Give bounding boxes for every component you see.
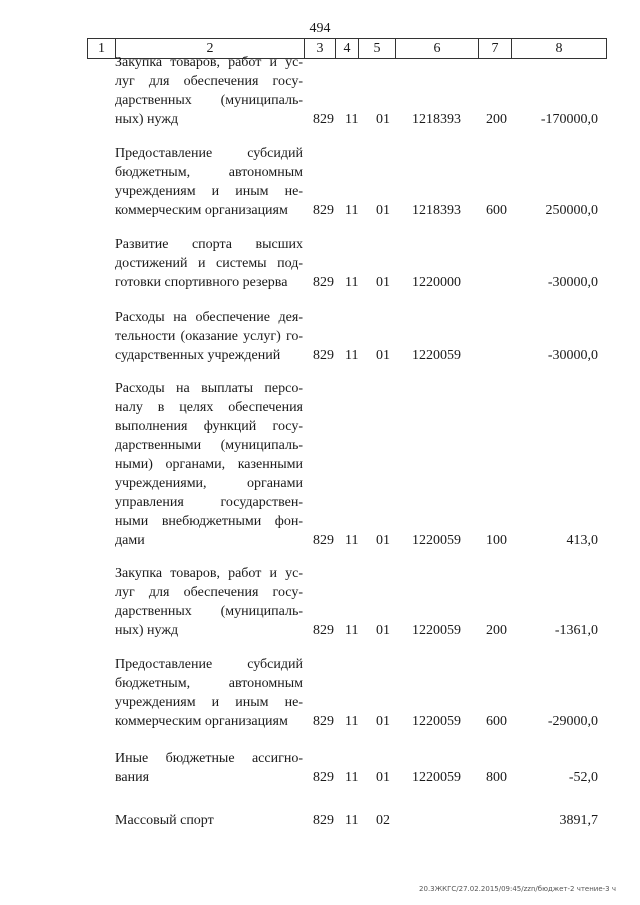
amount-cell: -30000,0 (547, 348, 598, 363)
expense-type-code-cell: 600 (486, 203, 507, 218)
section-code-cell: 11 (345, 348, 359, 363)
ministry-code-cell: 829 (313, 813, 334, 828)
column-header-1: 1 (88, 39, 116, 59)
table-row (0, 235, 640, 292)
subsection-code-cell: 01 (376, 714, 390, 729)
section-code-cell: 11 (345, 813, 359, 828)
ministry-code-cell: 829 (313, 203, 334, 218)
target-article-code-cell: 1220000 (412, 275, 461, 290)
section-code-cell: 11 (345, 533, 359, 548)
amount-cell: 413,0 (566, 533, 598, 548)
column-header-5: 5 (359, 39, 396, 59)
description-line: Предоставление субсидий (115, 146, 303, 161)
description-line: Иные бюджетные ассигно- (115, 751, 303, 766)
column-header-2: 2 (116, 39, 305, 59)
ministry-code-cell: 829 (313, 770, 334, 785)
subsection-code-cell: 01 (376, 533, 390, 548)
footer-stamp: 20.3ЖКГС/27.02.2015/09:45/zzn/бюджет-2 чтение-3 ч (419, 885, 616, 893)
description-line: Развитие спорта высших (115, 237, 303, 252)
row-description (115, 564, 303, 640)
amount-cell: -52,0 (568, 770, 598, 785)
description-line: управления государствен- (115, 495, 303, 510)
description-line: учреждениям и иным не- (115, 184, 303, 199)
table-row (0, 379, 640, 550)
row-description (115, 811, 303, 830)
subsection-code-cell: 01 (376, 203, 390, 218)
amount-cell: -170000,0 (540, 112, 598, 127)
table-row (0, 144, 640, 220)
ministry-code-cell: 829 (313, 714, 334, 729)
table-row (0, 749, 640, 787)
table-row (0, 308, 640, 365)
table-row (0, 655, 640, 731)
ministry-code-cell: 829 (313, 348, 334, 363)
amount-cell: -30000,0 (547, 275, 598, 290)
expense-type-code-cell: 800 (486, 770, 507, 785)
description-line: бюджетным, автономным (115, 676, 303, 691)
row-description (115, 749, 303, 787)
amount-cell: 250000,0 (545, 203, 598, 218)
description-line: учреждениям и иным не- (115, 695, 303, 710)
column-header-8: 8 (512, 39, 607, 59)
target-article-code-cell: 1220059 (412, 348, 461, 363)
expense-type-code-cell: 200 (486, 623, 507, 638)
description-line: Предоставление субсидий (115, 657, 303, 672)
table-row (0, 53, 640, 129)
expense-type-code-cell: 200 (486, 112, 507, 127)
target-article-code-cell: 1218393 (412, 112, 461, 127)
expense-type-code-cell: 600 (486, 714, 507, 729)
table-row (0, 811, 640, 830)
row-description (115, 53, 303, 129)
row-description (115, 144, 303, 220)
row-description (115, 308, 303, 365)
row-description (115, 655, 303, 731)
section-code-cell: 11 (345, 275, 359, 290)
subsection-code-cell: 02 (376, 813, 390, 828)
description-line: ными) органами, казенными (115, 457, 303, 472)
ministry-code-cell: 829 (313, 533, 334, 548)
row-description (115, 379, 303, 550)
description-line: дарственных (муниципаль- (115, 604, 303, 619)
section-code-cell: 11 (345, 714, 359, 729)
section-code-cell: 11 (345, 623, 359, 638)
row-description (115, 235, 303, 292)
description-line: Массовый спорт (115, 813, 214, 828)
section-code-cell: 11 (345, 112, 359, 127)
subsection-code-cell: 01 (376, 348, 390, 363)
description-line: бюджетным, автономным (115, 165, 303, 180)
amount-cell: -1361,0 (554, 623, 598, 638)
description-line: выполнения функций госу- (115, 419, 303, 434)
column-header-7: 7 (479, 39, 512, 59)
subsection-code-cell: 01 (376, 112, 390, 127)
target-article-code-cell: 1220059 (412, 770, 461, 785)
description-line: дами (115, 533, 145, 548)
description-line: ных) нужд (115, 112, 179, 127)
page-number: 494 (309, 21, 331, 36)
description-line: коммерческим организациям (115, 714, 288, 729)
ministry-code-cell: 829 (313, 623, 334, 638)
amount-cell: 3891,7 (559, 813, 598, 828)
amount-cell: -29000,0 (547, 714, 598, 729)
description-line: коммерческим организациям (115, 203, 288, 218)
column-header-6: 6 (396, 39, 479, 59)
description-line: ных) нужд (115, 623, 179, 638)
expense-type-code-cell: 100 (486, 533, 507, 548)
description-line: луг для обеспечения госу- (115, 74, 303, 89)
description-line: Закупка товаров, работ и ус- (115, 55, 303, 70)
description-line: дарственных (муниципаль- (115, 93, 303, 108)
column-header-3: 3 (305, 39, 336, 59)
description-line: готовки спортивного резерва (115, 275, 288, 290)
description-line: Закупка товаров, работ и ус- (115, 566, 303, 581)
description-line: Расходы на обеспечение дея- (115, 310, 303, 325)
column-header-4: 4 (336, 39, 359, 59)
subsection-code-cell: 01 (376, 770, 390, 785)
ministry-code-cell: 829 (313, 275, 334, 290)
table-row (0, 564, 640, 640)
section-code-cell: 11 (345, 203, 359, 218)
description-line: достижений и системы под- (115, 256, 303, 271)
description-line: учреждениями, органами (115, 476, 303, 491)
subsection-code-cell: 01 (376, 275, 390, 290)
description-line: Расходы на выплаты персо- (115, 381, 303, 396)
target-article-code-cell: 1220059 (412, 714, 461, 729)
description-line: луг для обеспечения госу- (115, 585, 303, 600)
description-line: налу в целях обеспечения (115, 400, 303, 415)
ministry-code-cell: 829 (313, 112, 334, 127)
subsection-code-cell: 01 (376, 623, 390, 638)
section-code-cell: 11 (345, 770, 359, 785)
description-line: сударственных учреждений (115, 348, 281, 363)
target-article-code-cell: 1220059 (412, 533, 461, 548)
description-line: ными внебюджетными фон- (115, 514, 303, 529)
description-line: вания (115, 770, 150, 785)
description-line: дарственными (муниципаль- (115, 438, 303, 453)
target-article-code-cell: 1218393 (412, 203, 461, 218)
target-article-code-cell: 1220059 (412, 623, 461, 638)
description-line: тельности (оказание услуг) го- (115, 329, 303, 344)
